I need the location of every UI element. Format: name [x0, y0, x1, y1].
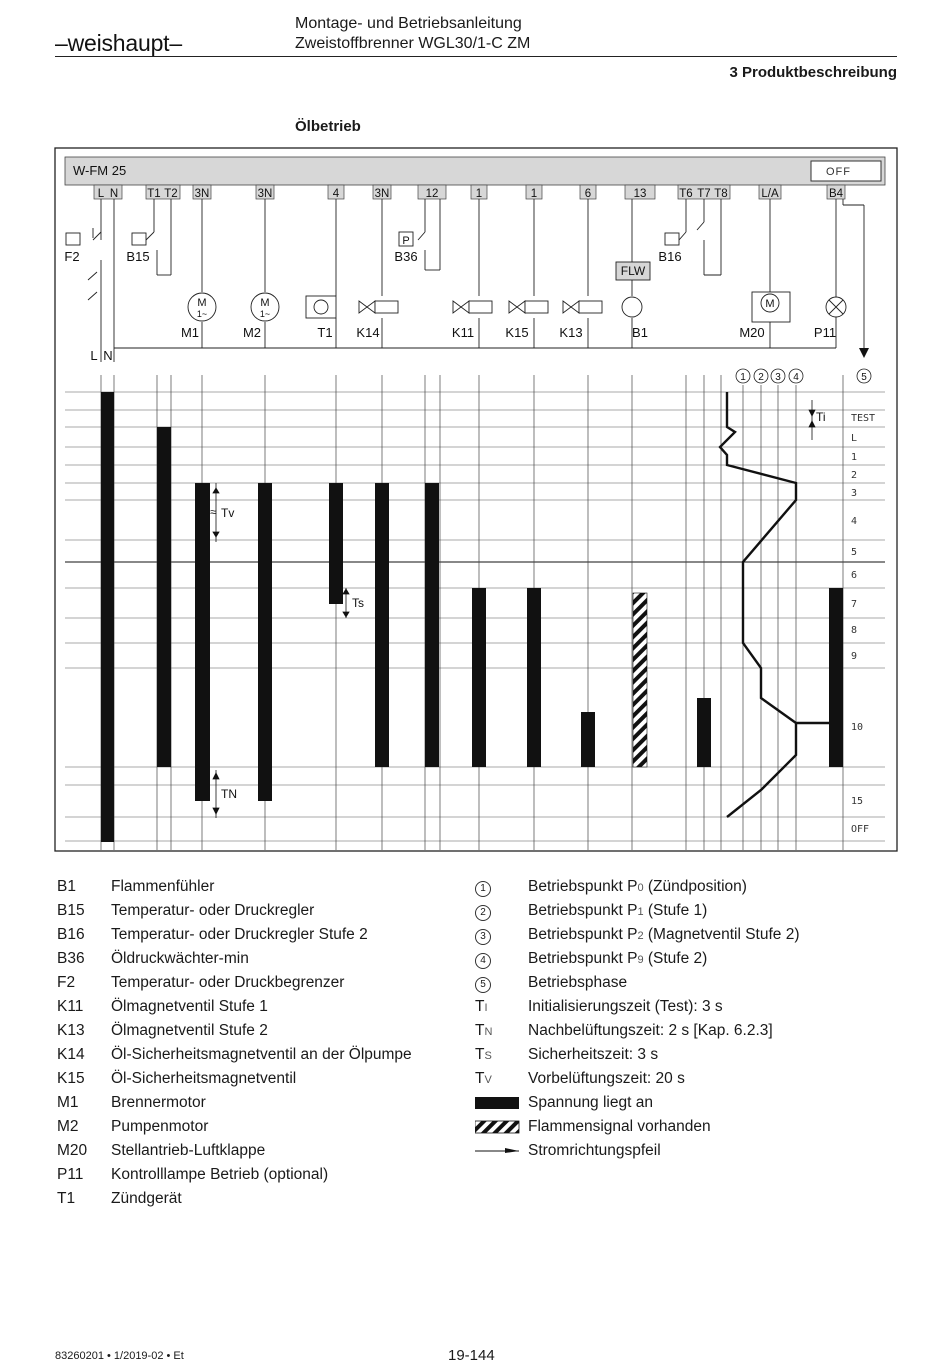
solid-bar-symbol: [475, 1092, 521, 1114]
pressure-symbol: P: [402, 235, 410, 247]
terminal-label: 6: [584, 188, 592, 200]
terminal-label: 13: [633, 188, 647, 200]
flw-label: FLW: [620, 264, 646, 278]
time-label-tv-approx: ≈: [210, 505, 217, 519]
terminal-label: 12: [425, 188, 439, 200]
phase-label: 5: [851, 547, 858, 558]
label-b16: B16: [658, 249, 682, 264]
motor-symbol: M: [197, 297, 207, 309]
terminal-label: 1: [530, 188, 538, 200]
supply-label-n: N: [103, 348, 113, 363]
bar-t1: [329, 483, 343, 604]
legend-item: B16 Temperatur- oder Druckregler Stufe 2: [57, 926, 368, 943]
legend-item: K14 Öl-Sicherheitsmagnetventil an der Ölpumpe: [57, 1046, 412, 1063]
phase-label: 8: [851, 625, 858, 636]
module-display-text: OFF: [826, 166, 851, 178]
circled-number: 3: [475, 929, 491, 945]
label-b1: B1: [632, 325, 648, 340]
legend-symbol-item: Spannung liegt an: [475, 1092, 895, 1114]
label-k13: K13: [559, 325, 583, 340]
supply-label-l: L: [90, 348, 98, 363]
legend-left: [57, 876, 477, 1216]
legend-time-item: TI Initialisierungszeit (Test): 3 s: [475, 998, 723, 1015]
terminal-label: 1: [475, 188, 483, 200]
bar-k13: [581, 712, 595, 767]
legend-item: T1 Zündgerät: [57, 1190, 182, 1207]
terminal-label: B4: [828, 188, 844, 200]
phase-label: 2: [851, 470, 858, 481]
section-title: 3 Produktbeschreibung: [729, 64, 897, 81]
circled-number: 2: [475, 905, 491, 921]
terminal-label: L: [97, 188, 105, 200]
phase-label: 15: [851, 796, 864, 807]
phase-marker: 4: [793, 372, 799, 383]
legend-item: M2 Pumpenmotor: [57, 1118, 209, 1135]
label-k15: K15: [505, 325, 529, 340]
legend-symbol-item: Flammensignal vorhanden: [475, 1116, 895, 1138]
time-label-tn: TN: [221, 787, 237, 801]
phase-marker: 3: [775, 372, 781, 383]
bar-k11-stage: [472, 588, 486, 767]
page-number: 19-144: [448, 1347, 495, 1364]
phase-label: L: [851, 433, 858, 444]
bar-m1: [195, 483, 210, 801]
motor-symbol: M: [260, 297, 270, 309]
phase-label: 9: [851, 651, 858, 662]
time-label-ts: Ts: [352, 596, 364, 610]
label-b36: B36: [394, 249, 418, 264]
label-t1: T1: [317, 325, 333, 340]
document-title-line2: Zweistoffbrenner WGL30/1-C ZM: [295, 35, 531, 52]
document-title-line1: Montage- und Betriebsanleitung: [295, 15, 522, 32]
bar-p11: [829, 588, 843, 767]
bar-k15: [527, 588, 541, 767]
legend-item: P11 Kontrolllampe Betrieb (optional): [57, 1166, 329, 1183]
legend-item: K13 Ölmagnetventil Stufe 2: [57, 1022, 268, 1039]
circled-number: 1: [475, 881, 491, 897]
legend-item: B36 Öldruckwächter-min: [57, 950, 249, 967]
legend-item: K15 Öl-Sicherheitsmagnetventil: [57, 1070, 297, 1087]
motor-symbol: M: [765, 298, 775, 310]
diagram-title: Ölbetrieb: [295, 118, 361, 135]
terminal-label: T6: [679, 188, 693, 200]
document-number: 83260201 • 1/2019-02 • Et: [55, 1350, 184, 1362]
terminal-label: 3N: [257, 188, 273, 200]
current-arrow-symbol: [475, 1140, 521, 1162]
label-f2: F2: [64, 249, 80, 264]
legend-phase-item: 5 Betriebsphase: [475, 972, 895, 994]
terminal-label: L/A: [761, 188, 779, 200]
phase-label: OFF: [851, 824, 870, 835]
bar-b15: [157, 427, 171, 767]
phase-label: 4: [851, 516, 858, 527]
phase-label: 6: [851, 570, 858, 581]
label-m2: M2: [242, 325, 262, 340]
legend-item: B1 Flammenfühler: [57, 878, 215, 895]
phase-marker: 2: [758, 372, 764, 383]
phase-marker: 1: [740, 372, 746, 383]
legend-item: K11 Ölmagnetventil Stufe 1: [57, 998, 268, 1015]
label-k14: K14: [356, 325, 380, 340]
legend-item: M20 Stellantrieb-Luftklappe: [57, 1142, 266, 1159]
phase-label: 3: [851, 488, 858, 499]
legend-right: [475, 876, 895, 1176]
time-label-tv: Tv: [221, 506, 235, 520]
terminal-label: T2: [164, 188, 178, 200]
bar-k11: [425, 483, 439, 767]
legend-item: M1 Brennermotor: [57, 1094, 206, 1111]
legend-phase-item: 1 Betriebspunkt P0 (Zündposition): [475, 876, 895, 898]
bar-flame-signal: [633, 593, 647, 767]
terminal-label: T8: [714, 188, 728, 200]
terminal-label: T1: [147, 188, 161, 200]
terminal-label: 4: [332, 188, 340, 200]
terminal-label: 3N: [374, 188, 390, 200]
hatched-bar-symbol: [475, 1116, 521, 1138]
label-p11: P11: [813, 325, 837, 340]
legend-phase-item: 2 Betriebspunkt P1 (Stufe 1): [475, 900, 895, 922]
label-b15: B15: [126, 249, 150, 264]
circled-number: 4: [475, 953, 491, 969]
legend-phase-item: 3 Betriebspunkt P2 (Magnetventil Stufe 2): [475, 924, 895, 946]
phase-label: 1: [851, 452, 858, 463]
motor-symbol-sub: 1~: [196, 309, 208, 319]
circled-number: 5: [475, 977, 491, 993]
module-label: W-FM 25: [73, 163, 127, 178]
legend-symbol-item: Stromrichtungspfeil: [475, 1140, 895, 1162]
terminal-label: 3N: [194, 188, 210, 200]
bar-l-supply: [101, 392, 114, 842]
legend-time-item: TV Vorbelüftungszeit: 20 s: [475, 1070, 685, 1087]
bar-b16: [697, 698, 711, 767]
time-label-ti: Ti: [816, 410, 826, 424]
legend-item: F2 Temperatur- oder Druckbegrenzer: [57, 974, 345, 991]
legend-time-item: TN Nachbelüftungszeit: 2 s [Kap. 6.2.3]: [475, 1022, 773, 1039]
label-k11: K11: [451, 325, 475, 340]
motor-symbol-sub: 1~: [259, 309, 271, 319]
label-m1: M1: [180, 325, 200, 340]
legend-phase-item: 4 Betriebspunkt P9 (Stufe 2): [475, 948, 895, 970]
bar-k14: [375, 483, 389, 767]
module-bar: [65, 157, 885, 185]
label-m20: M20: [739, 325, 765, 340]
phase-label: 7: [851, 599, 858, 610]
terminal-label: N: [109, 188, 119, 200]
phase-label: TEST: [851, 413, 876, 424]
terminal-label: T7: [697, 188, 711, 200]
legend-time-item: TS Sicherheitszeit: 3 s: [475, 1046, 659, 1063]
phase-label: 10: [851, 722, 864, 733]
weishaupt-logo: –weishaupt–: [55, 30, 182, 56]
bar-m2: [258, 483, 272, 801]
legend-item: B15 Temperatur- oder Druckregler: [57, 902, 315, 919]
phase-marker: 5: [861, 372, 867, 383]
